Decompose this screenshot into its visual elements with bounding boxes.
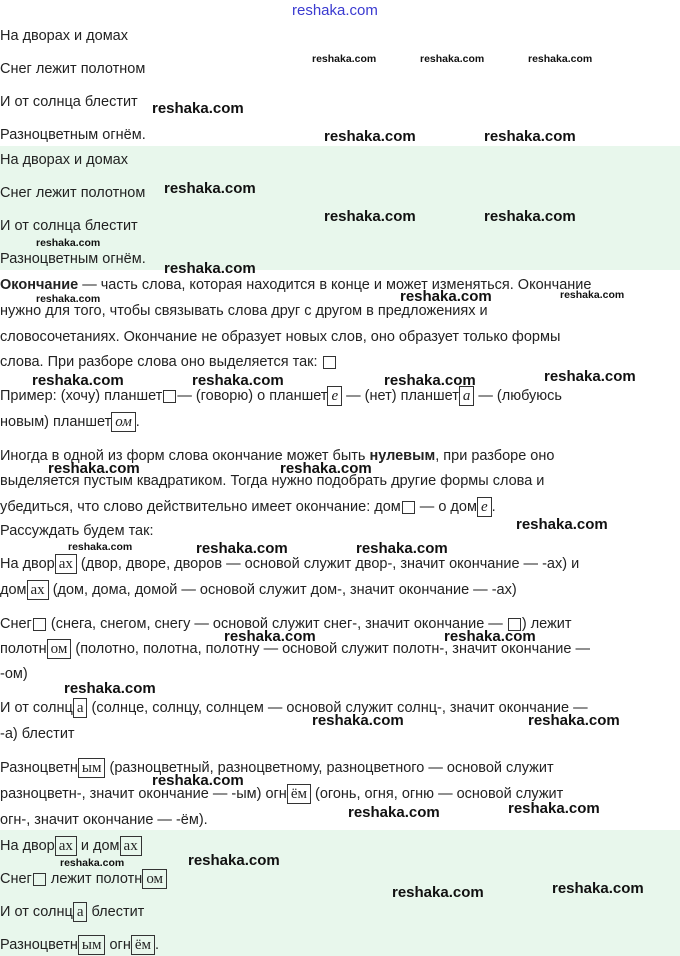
ending-box: ым (78, 935, 106, 955)
zero-line-1: Иногда в одной из форм слова окончание может быть нулевым, при разборе оно (0, 448, 555, 464)
watermark: reshaka.com (164, 260, 256, 277)
ending-box: ём (287, 784, 311, 804)
watermark: reshaka.com (36, 293, 101, 305)
empty-box-icon (33, 873, 46, 886)
watermark: reshaka.com (348, 804, 440, 821)
empty-box-icon (163, 390, 176, 403)
reasoning-line-9: разноцветн-, значит окончание — -ым) огн ём (огонь, огня, огню — основой служит (0, 786, 564, 803)
watermark: reshaka.com (484, 208, 576, 225)
example-line-1: Пример: (хочу) планшет — (говорю) о планшет е — (нет) планшет а — (любуюсь (0, 388, 562, 405)
ending-box: ём (131, 935, 155, 955)
answer-line-2: Снег лежит полотн ом (0, 869, 167, 889)
poem-line-2: Снег лежит полотном (0, 61, 146, 77)
ending-box: ом (111, 412, 136, 432)
watermark: reshaka.com (192, 372, 284, 389)
watermark: reshaka.com (516, 516, 608, 533)
ending-box: а (73, 902, 88, 922)
definition-line-1: Окончание — часть слова, которая находится в конце и может изменяться. Окончание (0, 277, 592, 293)
watermark: reshaka.com (60, 857, 125, 869)
watermark: reshaka.com (312, 712, 404, 729)
watermark: reshaka.com (528, 53, 593, 65)
ending-box: ом (142, 869, 167, 889)
watermark: reshaka.com (32, 372, 124, 389)
ending-box: ах (120, 836, 142, 856)
watermark: reshaka.com (528, 712, 620, 729)
zero-line-2: выделяется пустым квадратиком. Тогда нужно подобрать другие формы слова и (0, 473, 545, 489)
watermark: reshaka.com (508, 800, 600, 817)
reasoning-line-3: Снег (снега, снегом, снегу — основой служит снег-, значит окончание — ) лежит (0, 616, 572, 632)
watermark: reshaka.com (324, 128, 416, 145)
ending-box: е (477, 497, 492, 517)
empty-box-icon (323, 356, 336, 369)
ending-box: ах (55, 554, 77, 574)
watermark: reshaka.com (324, 208, 416, 225)
watermark-top: reshaka.com (292, 2, 378, 19)
watermark: reshaka.com (188, 852, 280, 869)
answer-line-4: Разноцветн ым огн ём . (0, 937, 160, 954)
poem2-line-4: Разноцветным огнём. (0, 251, 146, 267)
watermark: reshaka.com (36, 237, 101, 249)
watermark: reshaka.com (420, 53, 485, 65)
watermark: reshaka.com (560, 289, 625, 301)
ending-box: ах (27, 580, 49, 600)
ending-box: ым (78, 758, 106, 778)
watermark: reshaka.com (164, 180, 256, 197)
watermark: reshaka.com (280, 460, 372, 477)
watermark: reshaka.com (544, 368, 636, 385)
reasoning-line-1: На двор ах (двор, дворе, дворов — основой служит двор-, значит окончание — -ах) и (0, 556, 580, 573)
poem-line-4: Разноцветным огнём. (0, 127, 146, 143)
watermark: reshaka.com (152, 772, 244, 789)
ending-box: ах (55, 836, 77, 856)
watermark: reshaka.com (196, 540, 288, 557)
poem2-line-2: Снег лежит полотном (0, 185, 146, 201)
watermark: reshaka.com (384, 372, 476, 389)
ending-box: а (459, 386, 475, 406)
answer-line-3: И от солнц а блестит (0, 904, 145, 921)
poem-line-1: На дворах и домах (0, 28, 128, 44)
reasoning-intro: Рассуждать будем так: (0, 523, 154, 539)
poem2-line-3: И от солнца блестит (0, 218, 138, 234)
watermark: reshaka.com (356, 540, 448, 557)
reasoning-line-6: И от солнц а (солнце, солнцу, солнцем — основой служит солнц-, значит окончание — (0, 700, 588, 717)
ending-box: а (73, 698, 88, 718)
reasoning-line-8: Разноцветн ым (разноцветный, разноцветному, разноцветного — основой служит (0, 760, 554, 777)
definition-line-4: слова. При разборе слова оно выделяется так: (0, 352, 337, 372)
watermark: reshaka.com (552, 880, 644, 897)
answer-line-1: На двор ах и дом ах (0, 836, 142, 856)
watermark: reshaka.com (48, 460, 140, 477)
ending-box: е (327, 386, 342, 406)
poem2-line-1: На дворах и домах (0, 152, 128, 168)
watermark: reshaka.com (400, 288, 492, 305)
empty-box-icon (402, 501, 415, 514)
watermark: reshaka.com (68, 541, 133, 553)
watermark: reshaka.com (152, 100, 244, 117)
reasoning-line-5: -ом) (0, 666, 28, 682)
empty-box-icon (33, 618, 46, 631)
reasoning-line-4: полотн ом (полотно, полотна, полотну — основой служит полотн-, значит окончание — (0, 641, 590, 658)
watermark: reshaka.com (484, 128, 576, 145)
definition-line-2: нужно для того, чтобы связывать слова друг с другом в предложениях и (0, 303, 488, 319)
ending-box: ом (47, 639, 72, 659)
reasoning-line-7: -а) блестит (0, 726, 75, 742)
definition-line-3: словосочетаниях. Окончание не образует новых слов, оно образует только формы (0, 329, 561, 345)
poem-line-3: И от солнца блестит (0, 94, 138, 110)
watermark: reshaka.com (312, 53, 377, 65)
watermark: reshaka.com (444, 628, 536, 645)
watermark: reshaka.com (224, 628, 316, 645)
zero-line-3: убедиться, что слово действительно имеет окончание: дом — о дом е . (0, 499, 496, 516)
watermark: reshaka.com (64, 680, 156, 697)
watermark: reshaka.com (392, 884, 484, 901)
example-line-2: новым) планшет ом . (0, 414, 140, 431)
reasoning-line-10: огн-, значит окончание — -ём). (0, 812, 208, 828)
reasoning-line-2: дом ах (дом, дома, домой — основой служит дом-, значит окончание — -ах) (0, 582, 517, 599)
